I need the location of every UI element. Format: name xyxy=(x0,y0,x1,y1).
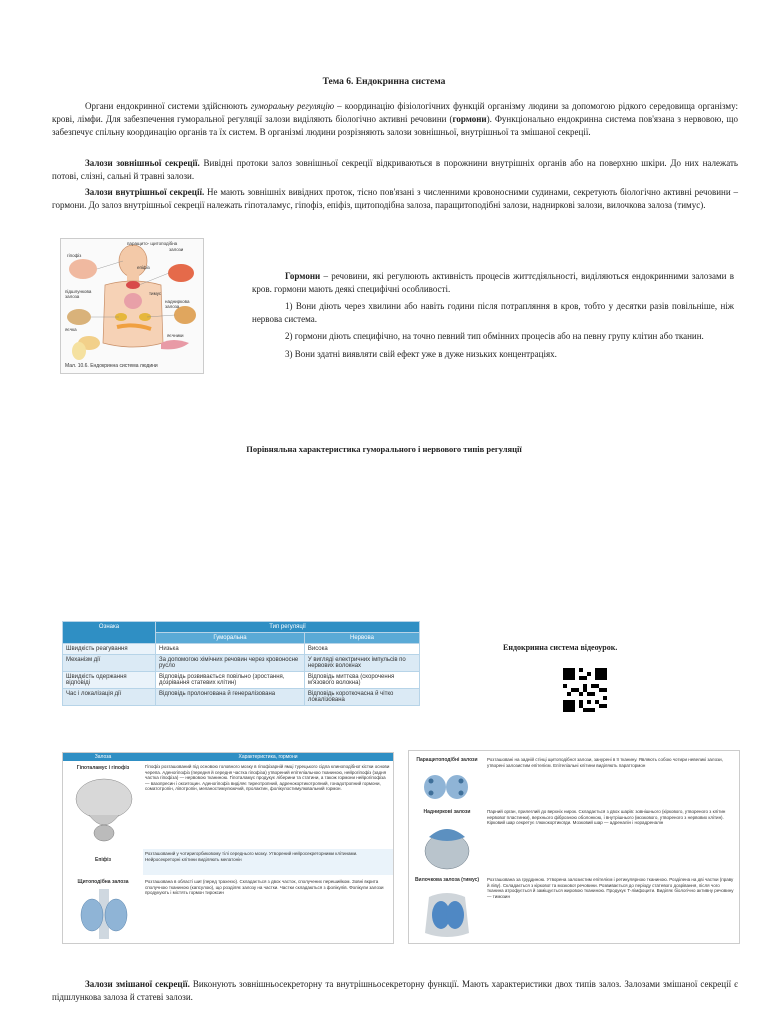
exocrine-paragraph xyxy=(52,157,738,183)
gland-description: Розташований у чотиригорбиковому тілі середнього мозку. Утворений нейросекреторними клітинами. Нейросекреторні клітини виділяють мелатонін xyxy=(143,849,393,875)
hormone-property-2: 2) гормони діють специфічно, на точно певний тип обмінних процесів або на певну групу клітин або тканин. xyxy=(285,331,704,341)
gland-name: Гіпоталамус і гіпофіз xyxy=(76,765,130,771)
gland-col-header: Залоза xyxy=(63,753,143,761)
label-glands: залози xyxy=(169,247,184,252)
mixed-text: Виконують зовнішньосекреторну та внутрішньосекреторну функції. Мають характеристики двох типів залоз. Залозами змішаної секреції є підшлункова залоза й статеві залози. xyxy=(52,979,738,1003)
row-nervous: Відповідь короткочасна й чітко локалізована xyxy=(304,689,419,706)
glands-table-left xyxy=(62,752,394,944)
label-parathyroid: паращито- щитоподібна xyxy=(127,241,178,246)
row-sign: Механізм дії xyxy=(63,655,156,672)
page-title: Тема 6. Ендокринна система xyxy=(322,77,446,87)
exocrine-heading: Залози зовнішньої секреції. xyxy=(85,158,200,168)
gland-description: Гіпофіз розташований під основою головного мозку в гіпофізарній ямці турецького сідла клиноподібної кістки основи черепа. Аденогіпофіз (передня й середня частка гіпофіза) утворений епітеліальною тканиною, нейрогіпофіз (задня частка гіпофіза) — нервовою тканиною. Гіпоталамус продукує ліберини та статини, а також гормони нейрогіпофіза — вазопресин і окситоцин. Аденогіпофіз виділяє тиреотропний, адренокортикотропний, гонадотропний гормони, соматотропін, ліпотропін, меланостимулюючий, пролактин, фолікулостимулювальний гормон. xyxy=(145,764,390,792)
row-sign: Час і локалізація дії xyxy=(63,689,156,706)
gland-name: Епіфіз xyxy=(95,857,111,863)
gland-name: Паращитоподібні залози xyxy=(416,757,478,763)
mixed-heading: Залози змішаної секреції. xyxy=(85,979,190,989)
col-type-header: Тип регуляції xyxy=(156,622,420,633)
row-sign: Швидкість реагування xyxy=(63,644,156,655)
video-lesson-label: Ендокринна система відеоурок. xyxy=(503,643,618,652)
gland-name: Щитоподібна залоза xyxy=(77,879,129,885)
row-nervous: У вигляді електричних імпульсів по нервових волокнах xyxy=(304,655,419,672)
thymus-illustration xyxy=(419,893,475,939)
intro-paragraph xyxy=(52,100,738,140)
row-humoral: Відповідь пролонгована й генералізована xyxy=(156,689,305,706)
intro-text-b: – координацію фізіологічних функцій організму людини за допомогою рідкого середовища організму: крові, лімфи. Для забезпечення гуморальної регуляції залози виділяють біологічно активні речовини ( xyxy=(52,101,738,125)
comparison-title: Порівняльна характеристика гуморального і нервового типів регуляції xyxy=(246,444,522,454)
gland-desc-col-header: Характеристика, гормони xyxy=(143,753,393,761)
hormone-property-3: 3) Вони здатні виявляти свій ефект уже в дуже низьких концентраціях. xyxy=(285,348,557,359)
figure-caption: Мал. 10.6. Ендокринна система людини xyxy=(65,363,158,369)
parathyroid-illustration xyxy=(421,773,471,801)
intro-emphasis: гуморальну регуляцію xyxy=(250,101,335,111)
col-nervous-header: Нервова xyxy=(304,633,419,644)
col-humoral-header: Гуморальна xyxy=(156,633,305,644)
glands-table-right xyxy=(408,750,740,944)
pituitary-illustration xyxy=(69,775,139,847)
label-ovaries: яєчники xyxy=(167,333,184,338)
row-nervous: Відповідь миттєва (скорочення м'язового волокна) xyxy=(304,672,419,689)
hormones-section xyxy=(252,270,734,365)
gland-name: Надниркові залози xyxy=(423,809,471,815)
row-humoral: За допомогою хімічних речовин через кровоносне русло xyxy=(156,655,305,672)
adrenal-illustration xyxy=(419,821,475,871)
label-thymus: тимус xyxy=(149,291,162,296)
row-sign: Швидкість одержання відповіді xyxy=(63,672,156,689)
label-pituitary: гіпофіз xyxy=(67,253,82,258)
table-row xyxy=(63,689,420,706)
row-humoral: Відповідь розвивається повільно (зростання, дозрівання статевих клітин) xyxy=(156,672,305,689)
row-nervous: Висока xyxy=(304,644,419,655)
table-row xyxy=(63,644,420,655)
gland-description: Розташована за груддиною. Утворена залозистим епітелієм і ретикулярною тканиною. Розділена на дві частки (праву й ліву). Складається з кіркової та мозкової речовини. Розвивається до періоду статевого дозрівання, після чого тканина атрофується й заміщується жировою тканиною. Продукує Т-лімфоцити. Виділяє біологічно активну речовину — тимозин xyxy=(487,877,734,899)
intro-bold-hormones: гормони xyxy=(452,114,487,125)
label-pancreas: підшлункова залоза xyxy=(65,289,92,299)
mixed-secretion-paragraph xyxy=(52,978,738,1004)
col-sign-header: Ознака xyxy=(63,622,156,644)
gland-description: Парний орган, прилеглий до верхніх нирок. Складається з двох шарів: зовнішнього (кіркового, утвореного з клітин нервової пластинки), верхнього фіброзною оболонкою, і внутрішнього (мозкового, утвореного з нервових клітин). Кірковий шар секретує глюкокортикоїди. Мозковий шар — адреналін і норадреналін xyxy=(487,809,726,826)
endocrine-system-figure xyxy=(60,238,204,374)
table-row xyxy=(63,655,420,672)
hormones-definition xyxy=(252,270,734,295)
gland-description: Розташовані на задній стінці щитоподібної залози, занурені в її тканину. Являють собою чотири невеликі залози, утворені залозистим епітелієм. Епітеліальні клітини виділяють паратгормон xyxy=(487,757,723,768)
comparison-table xyxy=(62,621,420,706)
hormones-def-text: – речовини, які регулюють активність процесів життєдіяльності, виділяються ендокринними залозами в кров. гормони мають деякі специфічні особливості. xyxy=(252,271,734,294)
intro-text-a: Органи ендокринної системи здійснюють xyxy=(85,101,251,111)
exocrine-text: Вивідні протоки залоз зовнішньої секреції відкриваються в порожнини внутрішніх органів або на поверхню шкіри. До них належать потові, слізні, сальні й травні залози. xyxy=(52,158,738,182)
table-row xyxy=(63,672,420,689)
hormones-term: Гормони xyxy=(285,271,321,281)
intro-text-c: ). Функціонально ендокринна система пов'язана з нервовою, що забезпечує спільну координацію органів та їх систем. В організмі людини розрізняють залози зовнішньої, внутрішньої та змішаної секреції. xyxy=(52,114,738,138)
endocrine-heading: Залози внутрішньої секреції. xyxy=(85,187,205,197)
qr-code-icon[interactable] xyxy=(563,668,607,712)
gland-name: Вилочкова залоза (тимус) xyxy=(414,877,480,883)
row-humoral: Низька xyxy=(156,644,305,655)
label-adrenal: надниркова залоза xyxy=(165,299,190,309)
label-testes: яєчка xyxy=(65,327,77,332)
endocrine-text: Не мають зовнішніх вивідних проток, тісно пов'язані з численними кровоносними судинами, секретують біологічно активні речовини – гормони. До залоз внутрішньої секреції належать гіпоталамус, гіпофіз, епіфіз, щитоподібна залоза, паращитоподібні залози, надниркові залози, вилочкова залоза (тимус). xyxy=(52,187,739,211)
label-pineal: епіфіз xyxy=(137,265,150,270)
gland-description: Розташована в області шиї (перед трахеєю). Складається з двох часток, сполучених перешийком. Зовні вкрита сполучною тканиною (капсулою), що розділяє залозу на частки. Частки складаються з фолікулів. Фолікули залози продукують і містять гормон тироксин xyxy=(145,879,384,896)
thyroid-illustration xyxy=(77,889,131,939)
hormone-property-1: 1) Вони діють через хвилини або навіть години після потрапляння в кров, тобто у десятки разів повільніше, ніж нервова система. xyxy=(252,301,734,324)
endocrine-paragraph xyxy=(52,186,738,212)
